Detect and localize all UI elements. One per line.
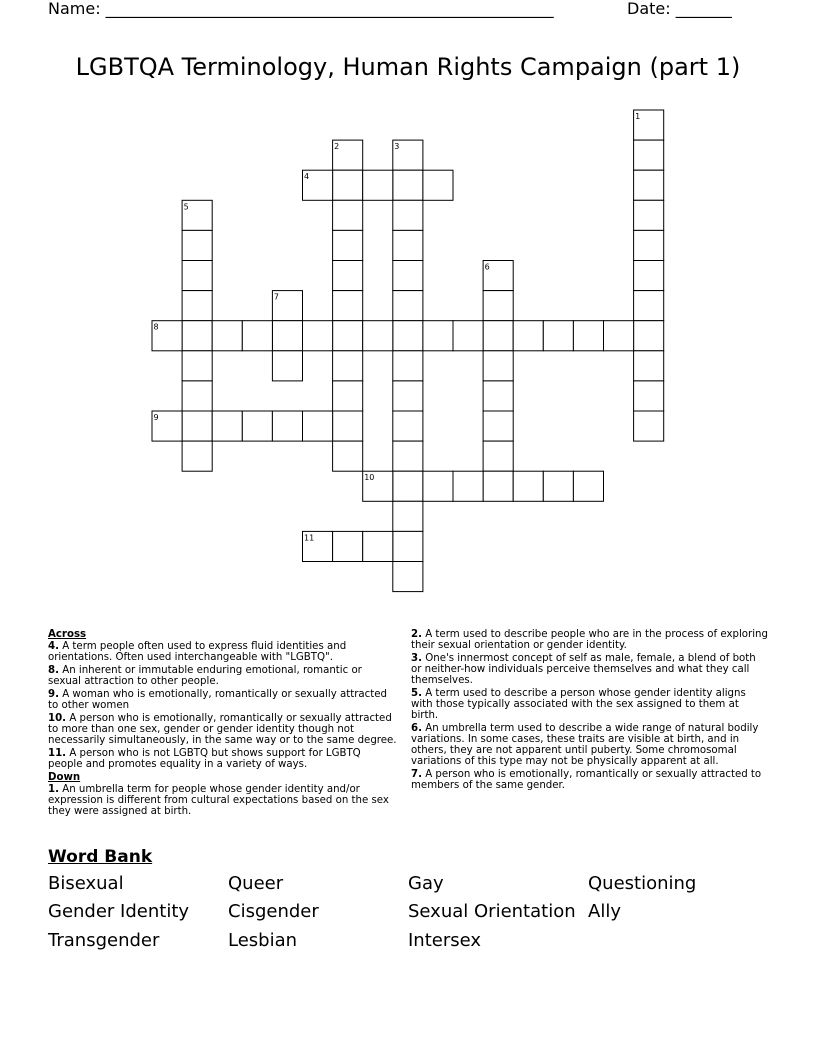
clue-text: An umbrella term for people whose gender identity and/or expression is different from cultural expectations based on the sex they were assigned at birth.	[48, 784, 389, 817]
grid-cell[interactable]	[333, 351, 363, 381]
grid-cell[interactable]	[182, 351, 212, 381]
grid-cell[interactable]	[242, 411, 272, 441]
word-bank-item: Bisexual	[48, 873, 124, 894]
clue-across-11	[48, 748, 398, 770]
cell-number: 8	[153, 322, 159, 332]
grid-cell[interactable]	[634, 291, 664, 321]
grid-cell[interactable]	[393, 291, 423, 321]
grid-cell[interactable]	[483, 321, 513, 351]
date-field-line: Date: _______	[627, 0, 732, 18]
clue-down-2	[411, 629, 769, 651]
grid-cell[interactable]	[182, 381, 212, 411]
grid-cell[interactable]	[272, 351, 302, 381]
grid-cell[interactable]	[333, 321, 363, 351]
grid-cell[interactable]	[272, 321, 302, 351]
grid-cell[interactable]	[363, 321, 393, 351]
clue-down-7	[411, 769, 769, 791]
grid-cell[interactable]	[634, 351, 664, 381]
clue-text: An umbrella term used to describe a wide range of natural bodily variations. In some cases, these traits are visible at birth, and in others, they are not apparent until puberty. Some chromosomal variations of this type may not be physically apparent at all.	[411, 723, 759, 767]
clue-text: A term people often used to express fluid identities and orientations. Often used interchangeable with "LGBTQ".	[48, 641, 347, 663]
grid-cell[interactable]	[182, 230, 212, 260]
grid-cell[interactable]	[212, 321, 242, 351]
grid-cell[interactable]	[393, 261, 423, 291]
clue-number: 7.	[411, 769, 422, 780]
cell-number: 10	[364, 473, 375, 483]
grid-cell[interactable]	[363, 170, 393, 200]
puzzle-title: LGBTQA Terminology, Human Rights Campaign (part 1)	[75, 53, 741, 81]
cell-number: 2	[334, 142, 340, 152]
clue-text: A term used to describe a person whose gender identity aligns with those typically associated with the sex assigned to them at birth.	[411, 688, 746, 721]
word-bank-item: Queer	[228, 873, 284, 894]
clue-text: A term used to describe people who are in the process of exploring their sexual orientation or gender identity.	[411, 629, 768, 651]
cell-number: 3	[394, 142, 400, 152]
grid-cell[interactable]	[543, 321, 573, 351]
word-bank-item: Gender Identity	[48, 901, 190, 922]
grid-cell[interactable]	[393, 411, 423, 441]
grid-cell[interactable]	[333, 261, 363, 291]
grid-cell[interactable]	[393, 200, 423, 230]
cell-number: 1	[635, 112, 641, 121]
clue-text: A person who is not LGBTQ but shows support for LGBTQ people and promotes equality in a variety of ways.	[48, 748, 361, 770]
grid-cell[interactable]	[483, 291, 513, 321]
word-bank-item: Cisgender	[228, 901, 319, 922]
grid-cell[interactable]	[333, 230, 363, 260]
word-bank-item: Transgender	[48, 930, 160, 951]
grid-cell[interactable]	[634, 411, 664, 441]
grid-cell[interactable]	[423, 471, 453, 501]
across-heading: Across	[48, 629, 87, 640]
clue-number: 9.	[48, 689, 59, 700]
cell-number: 7	[273, 292, 279, 302]
grid-cell[interactable]	[182, 261, 212, 291]
grid-cell[interactable]	[634, 321, 664, 351]
grid-cell[interactable]	[393, 562, 423, 592]
cell-number: 4	[304, 172, 310, 182]
cell-number: 6	[484, 262, 490, 272]
grid-cell[interactable]	[453, 471, 483, 501]
grid-cell[interactable]	[333, 381, 363, 411]
grid-cell[interactable]	[393, 441, 423, 471]
word-bank-title: Word Bank	[48, 847, 153, 867]
word-bank-item: Lesbian	[228, 930, 298, 951]
grid-cell[interactable]	[483, 381, 513, 411]
grid-cell[interactable]	[242, 321, 272, 351]
grid-cell[interactable]	[363, 531, 393, 561]
grid-cell[interactable]	[423, 321, 453, 351]
grid-cell[interactable]	[182, 411, 212, 441]
clues-column-left	[48, 629, 398, 819]
word-bank-item: Intersex	[408, 930, 482, 951]
down-heading: Down	[48, 772, 81, 783]
grid-cell[interactable]	[272, 411, 302, 441]
grid-cell[interactable]	[393, 531, 423, 561]
grid-cell[interactable]	[333, 170, 363, 200]
grid-cell[interactable]	[333, 441, 363, 471]
grid-cell[interactable]	[513, 321, 543, 351]
clue-number: 11.	[48, 748, 67, 759]
grid-cell[interactable]	[483, 411, 513, 441]
clue-down-1	[48, 784, 398, 817]
cell-number: 5	[183, 202, 189, 212]
grid-cell[interactable]	[483, 351, 513, 381]
grid-cell[interactable]	[393, 381, 423, 411]
grid-cell[interactable]	[303, 411, 333, 441]
clues-column-right	[411, 629, 769, 793]
grid-cell[interactable]	[393, 501, 423, 531]
grid-cell[interactable]	[182, 441, 212, 471]
clue-across-4	[48, 641, 398, 663]
word-bank-item: Sexual Orientation	[408, 901, 576, 922]
clue-number: 1.	[48, 784, 59, 795]
word-bank-item: Ally	[588, 901, 621, 922]
cell-number: 9	[153, 413, 159, 422]
clue-text: An inherent or immutable enduring emotional, romantic or sexual attraction to other people.	[48, 665, 362, 687]
grid-cell[interactable]	[333, 200, 363, 230]
grid-cell[interactable]	[634, 230, 664, 260]
grid-cell[interactable]	[303, 321, 333, 351]
grid-cell[interactable]	[393, 471, 423, 501]
clue-number: 10.	[48, 713, 67, 724]
grid-cell[interactable]	[483, 471, 513, 501]
grid-cell[interactable]	[573, 471, 603, 501]
name-field-line: Name: ________________________________________________________	[48, 0, 554, 18]
clue-text: A woman who is emotionally, romantically or sexually attracted to other women	[48, 689, 387, 711]
grid-cell[interactable]	[393, 321, 423, 351]
grid-cell[interactable]	[393, 170, 423, 200]
clue-text: One's innermost concept of self as male, female, a blend of both or neither-how individuals perceive themselves and what they call themselves.	[411, 653, 756, 686]
clue-across-10	[48, 713, 398, 746]
clue-down-5	[411, 688, 769, 721]
grid-cell[interactable]	[182, 321, 212, 351]
clue-across-9	[48, 689, 398, 711]
grid-cell[interactable]	[393, 351, 423, 381]
clue-down-6	[411, 723, 769, 767]
clue-number: 4.	[48, 641, 59, 652]
word-bank-item: Gay	[408, 873, 444, 894]
grid-cell[interactable]	[453, 321, 483, 351]
cell-number: 11	[304, 533, 315, 543]
grid-cell[interactable]	[212, 411, 242, 441]
grid-cell[interactable]	[483, 441, 513, 471]
grid-cell[interactable]	[634, 200, 664, 230]
grid-cell[interactable]	[333, 291, 363, 321]
word-bank-item: Questioning	[588, 873, 697, 894]
grid-cell[interactable]	[513, 471, 543, 501]
clue-number: 5.	[411, 688, 422, 699]
grid-cell[interactable]	[604, 321, 634, 351]
grid-cell[interactable]	[543, 471, 573, 501]
clue-number: 2.	[411, 629, 422, 640]
clue-number: 6.	[411, 723, 422, 734]
grid-cell[interactable]	[333, 531, 363, 561]
grid-cell[interactable]	[182, 291, 212, 321]
clue-text: A person who is emotionally, romantically or sexually attracted to members of the same gender.	[411, 769, 762, 791]
grid-cell[interactable]	[634, 170, 664, 200]
clue-text: A person who is emotionally, romantically or sexually attracted to more than one sex, gender or gender identity though not necessarily simultaneously, in the same way or to the same degree.	[48, 713, 397, 746]
grid-cell[interactable]	[573, 321, 603, 351]
grid-cell[interactable]	[634, 261, 664, 291]
clue-across-8	[48, 665, 398, 687]
grid-cell[interactable]	[634, 140, 664, 170]
clue-number: 8.	[48, 665, 59, 676]
grid-cell[interactable]	[423, 170, 453, 200]
grid-cell[interactable]	[393, 230, 423, 260]
grid-cell[interactable]	[333, 411, 363, 441]
grid-cell[interactable]	[634, 381, 664, 411]
clue-number: 3.	[411, 653, 422, 664]
clue-down-3	[411, 653, 769, 686]
